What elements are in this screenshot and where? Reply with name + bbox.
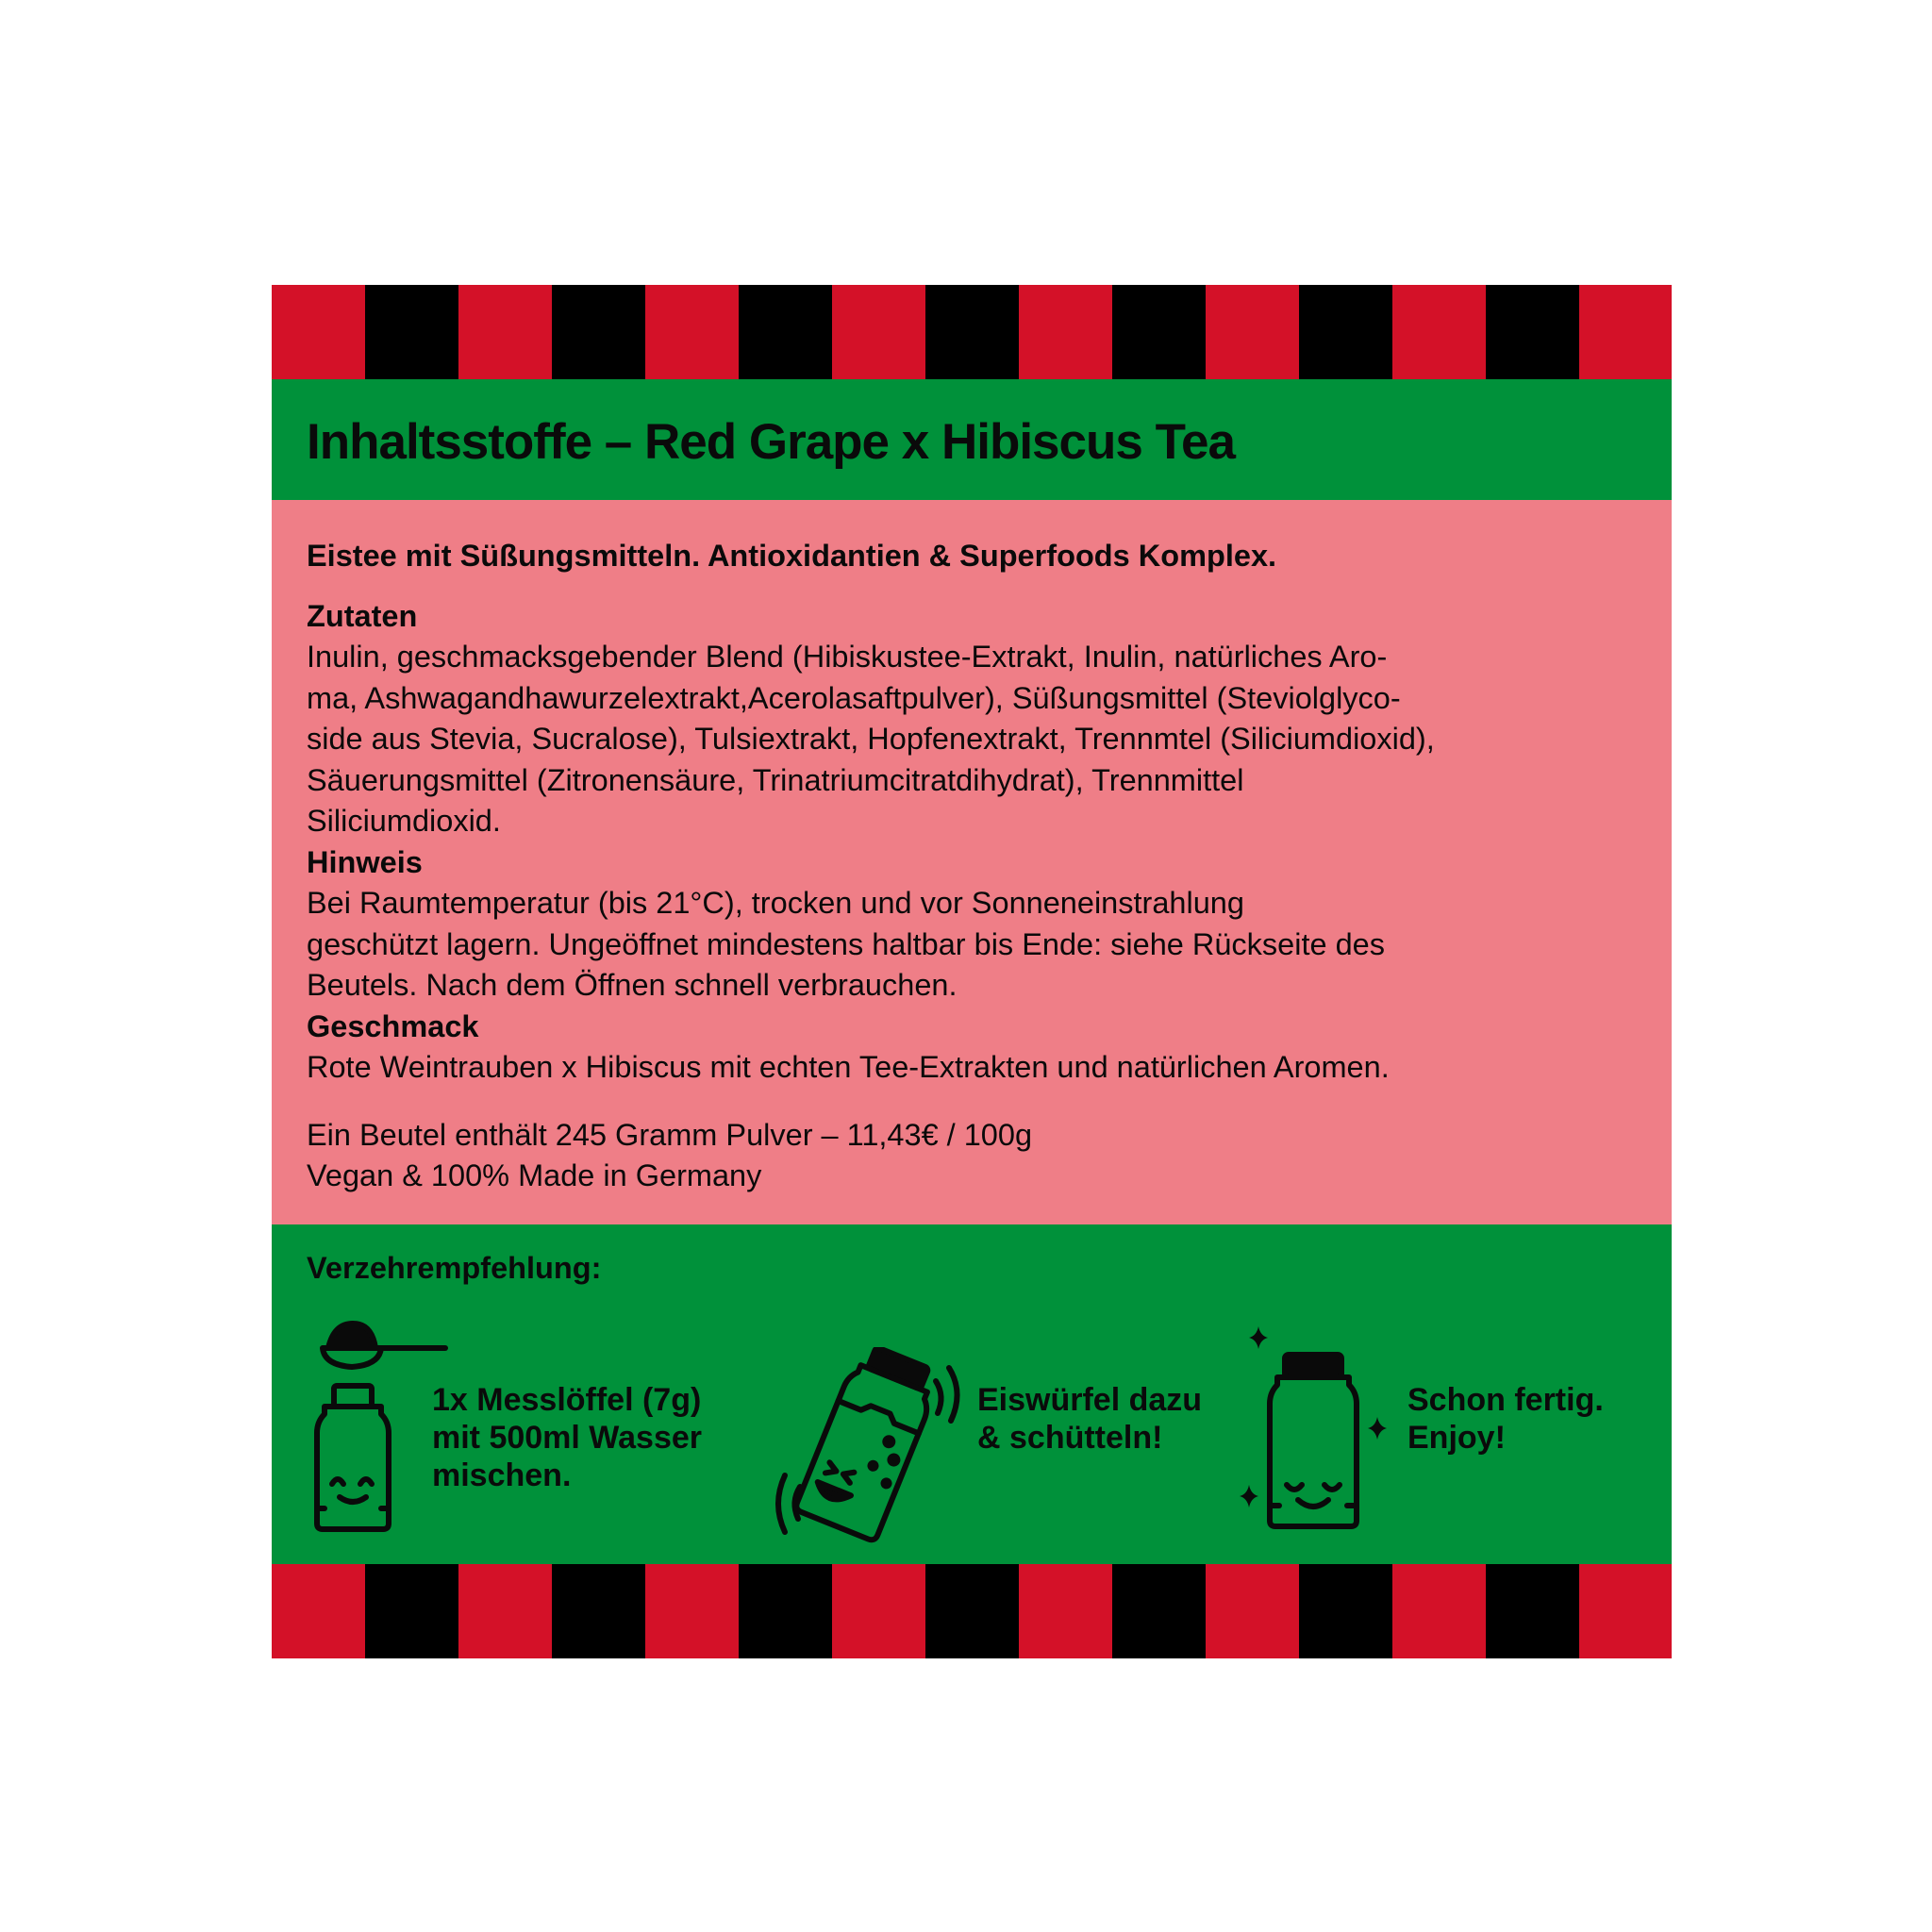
preparation-panel — [272, 1224, 1672, 1564]
product-description: Eistee mit Süßungsmitteln. Antioxidantien & Superfoods Komplex. — [307, 539, 1277, 573]
page-title: Inhaltsstoffe – Red Grape x Hibiscus Tea — [307, 414, 1235, 470]
preparation-title: Verzehrempfehlung: — [307, 1251, 602, 1285]
storage-note-line: Beutels. Nach dem Öffnen schnell verbrauchen. — [307, 968, 958, 1002]
ingredients-line: Siliciumdioxid. — [307, 804, 501, 838]
product-info-card — [272, 285, 1672, 1658]
storage-note-line: geschützt lagern. Ungeöffnet mindestens haltbar bis Ende: siehe Rückseite des — [307, 926, 1386, 961]
top-stripe — [272, 285, 1672, 379]
section-heading-hinweis: Hinweis — [307, 844, 423, 879]
ingredients-panel — [272, 500, 1672, 1224]
ingredients-line: side aus Stevia, Sucralose), Tulsiextrakt, Hopfenextrakt, Trennmtel (Siliciumdioxid), — [307, 722, 1435, 756]
section-heading-zutaten: Zutaten — [307, 598, 418, 633]
flavor-line: Rote Weintrauben x Hibiscus mit echten Tee-Extrakten und natürlichen Aromen. — [307, 1050, 1390, 1084]
origin-line: Vegan & 100% Made in Germany — [307, 1158, 762, 1192]
step-3-text: Schon fertig. Enjoy! — [1407, 1382, 1604, 1456]
happy-bottle-icon — [1240, 1326, 1391, 1553]
package-content-line: Ein Beutel enthält 245 Gramm Pulver – 11,43€ / 100g — [307, 1117, 1033, 1152]
shaking-bottle-icon — [764, 1347, 972, 1545]
step-1-text: 1x Messlöffel (7g) mit 500ml Wasser mischen. — [432, 1382, 702, 1493]
step-2-text: Eiswürfel dazu & schütteln! — [977, 1382, 1203, 1456]
ingredients-line: ma, Ashwagandhawurzelextrakt,Acerolasaftpulver), Süßungsmittel (Steviolglyco- — [307, 680, 1401, 715]
bottom-stripe — [272, 1564, 1672, 1658]
section-heading-geschmack: Geschmack — [307, 1008, 479, 1043]
ingredients-text — [307, 536, 1656, 1197]
storage-note-line: Bei Raumtemperatur (bis 21°C), trocken und vor Sonneneinstrahlung — [307, 886, 1244, 920]
ingredients-line: Säuerungsmittel (Zitronensäure, Trinatriumcitratdihydrat), Trennmittel — [307, 762, 1244, 797]
ingredients-line: Inulin, geschmacksgebender Blend (Hibiskustee-Extrakt, Inulin, natürliches Aro- — [307, 640, 1388, 674]
title-band — [272, 379, 1672, 500]
